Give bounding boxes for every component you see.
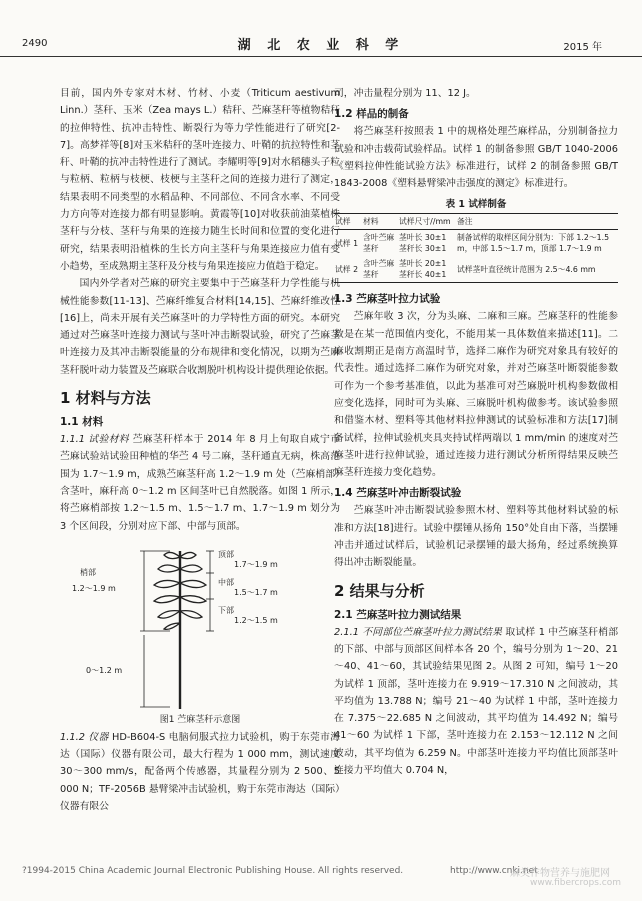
table-row xyxy=(334,230,618,257)
table-header-material: 材料 xyxy=(362,214,398,230)
table-header-dims: 试样尺寸//mm xyxy=(398,214,456,230)
section-1-1-1-label: 1.1.1 试验材料 xyxy=(60,434,130,446)
section-1-3-heading: 1.3 苎麻茎叶拉力试验 xyxy=(334,293,441,306)
left-column xyxy=(60,85,340,815)
section-2-1-1-text: 取试样 1 中苎麻茎秆梢部的下部、中部与顶部区间样本各 20 个，编号分别为 1～20、21～40、41～60，其试验结果见图 2。从图 2 可知，编号 1～20 为试样 1 顶部，茎叶连接力在 9.919～17.310 N 之间波动，其平均值为 13.788 N；编号 21～40 为试样 1 中部，茎叶连接力在 7.375～22.685 N 之间波动，其平均值为 14.492 N；编号 41～60 为试样 1 下部，茎叶连接力在 2.153～12.112 N 之间波动，其平均值为 6.259 N。中部茎叶连接力平均值比顶部茎叶连接力平均值大 0.704 N， xyxy=(334,626,618,777)
figure-tip-range: 1.2～1.9 m xyxy=(72,583,116,593)
journal-year: 2015 年 xyxy=(563,42,602,53)
table-cell-id: 试样 1 xyxy=(335,238,359,248)
table-cell-id: 试样 2 xyxy=(334,256,362,283)
figure-low-range: 1.2～1.5 m xyxy=(234,615,278,625)
section-1-2-text: 将苎麻茎秆按照表 1 中的规格处理苎麻样品，分别制备拉力试验和冲击载荷试验样品。试样 1 的制备参照 GB/T 1040-2006《塑料拉伸性能试验方法》标准进行，试样 2 的制备参照 GB/T 1843-2008《塑料悬臂梁冲击强度的测定》标准进行。 xyxy=(334,126,618,190)
page-header xyxy=(0,30,642,57)
table-cell-note: 制备试样的取样区间分别为：下部 1.2～1.5 m，中部 1.5～1.7 m，顶部 1.7～1.9 m xyxy=(457,233,610,254)
table-cell-dim: 茎叶长 30±1 xyxy=(399,233,447,243)
table-header-note: 备注 xyxy=(456,214,618,230)
table-cell-material: 含叶苎麻茎秆 xyxy=(363,233,395,254)
section-1-4-heading: 1.4 苎麻茎叶冲击断裂试验 xyxy=(334,487,462,500)
table-cell-material: 含叶苎麻茎秆 xyxy=(362,256,398,283)
figure-tip-label: 梢部 xyxy=(80,567,96,577)
figure-mid-label: 中部 xyxy=(218,577,234,587)
table-cell-dim: 茎秆长 40±1 xyxy=(399,270,447,280)
journal-title: 湖 北 农 业 科 学 xyxy=(237,38,405,53)
section-1-1-2-text: HD-B604-S 电脑伺服式拉力试验机，购于东莞市海达（国际）仪器有限公司，最大行程为 1 000 mm，测试速度 30～300 mm/s，配备两个传感器，其量程分别为 2 500、5 000 N；TF-2056B 悬臂梁冲击试验机，购于东莞市海达（国际）仪器有限公 xyxy=(60,731,340,813)
footer-site-link[interactable]: http://www.cnki.net xyxy=(450,866,538,876)
table-1 xyxy=(334,213,618,283)
section-2-1-heading: 2.1 苎麻茎叶拉力测试结果 xyxy=(334,608,462,621)
figure-top-label: 顶部 xyxy=(218,549,234,559)
table-row xyxy=(334,256,618,283)
ramie-stalk-diagram xyxy=(60,537,340,712)
table-header-id: 试样 xyxy=(334,214,362,230)
section-1-4-text: 苎麻茎叶冲击断裂试验参照木材、塑料等其他材料试验的标准和方法[18]进行。试验中摆锤从扬角 150°处自由下落，当摆锤冲击并通过试样后，试验机记录摆锤的最大扬角，经过系统换算得出冲击断裂能量。 xyxy=(334,505,618,569)
right-column xyxy=(334,85,618,779)
section-2-heading: 2 结果与分析 xyxy=(334,581,425,600)
section-1-heading: 1 材料与方法 xyxy=(60,389,151,408)
intro-paragraph-1: 目前，国内外专家对木材、竹材、小麦（Triticum aestivum Linn.）茎秆、玉米（Zea mays L.）秸秆、苎麻茎秆等植物秸秆的拉伸特性、抗冲击特性、断裂行为等力学性能进行了研究[2-7]。高梦祥等[8]对玉米秸秆的茎叶连接力、叶鞘的抗拉特性和茎秆、叶鞘的抗冲击特性进行了测试。李耀明等[9]对水稻穗头子粒与粒柄、粒柄与枝梗、枝梗与主茎秆之间的连接力进行了测定，结果表明不同类型的水稻品种、不同部位、不同含水率、不同受力方向等对连接力都有明显影响。黄霞等[10]对收获前油菜植株茎秆与分枝、茎秆与角果的连接力随生长时间和位置的变化进行研究，结果表明沿植株的生长方向主茎秆与角果连接应力值有变小趋势，至成熟期主茎秆及分枝与角果连接应力值趋于稳定。 xyxy=(60,88,340,272)
figure-mid-range: 1.5～1.7 m xyxy=(234,587,278,597)
section-1-1-heading: 1.1 材料 xyxy=(60,416,104,429)
continued-text: 司，冲击量程分别为 11、12 J。 xyxy=(334,88,476,99)
watermark-text: 麻类作物营养与施肥网 xyxy=(510,868,610,879)
table-cell-note: 试样茎叶直径统计范围为 2.5～4.6 mm xyxy=(456,256,618,283)
copyright-notice: ?1994-2015 China Academic Journal Electronic Publishing House. All rights reserved. xyxy=(22,866,404,876)
watermark-url: www.fibercrops.com xyxy=(530,878,621,888)
figure-top-range: 1.7～1.9 m xyxy=(234,559,278,569)
section-1-1-2-label: 1.1.2 仪器 xyxy=(60,731,109,743)
figure-1 xyxy=(60,537,340,712)
figure-1-caption: 图1 苎麻茎秆示意图 xyxy=(159,714,241,725)
page-number: 2490 xyxy=(22,38,48,49)
section-1-1-1-text: 苎麻茎秆样本于 2014 年 8 月上旬取自咸宁市苎麻试验站试验田种植的华苎 4 号二麻，茎秆通直无病，株高范围为 1.7～1.9 m，成熟苎麻茎秆高 1.2～1.9 m 处（苎麻梢部）含茎叶，麻秆高 0～1.2 m 区间茎叶已自然脱落。如图 1 所示，将苎麻梢部按 1.2～1.5 m、1.5～1.7 m、1.7～1.9 m 划分为 3 个区间段，分别对应下部、中部与顶部。 xyxy=(60,434,341,532)
figure-low-label: 下部 xyxy=(218,605,234,615)
section-1-3-text: 苎麻年收 3 次，分为头麻、二麻和三麻。苎麻茎秆的性能参数是在某一范围值内变化，不能用某一具体数值来描述[11]。二麻收割期正是南方高温时节，选择二麻作为研究对象具有较好的代表性。通过选择二麻作为研究对象，并对苎麻茎叶断裂能参数可作为一个参考基准值，以此为基准可对苎麻脱叶机构参数做相应变化选择，同时可为头麻、三麻脱叶机构做参考。该试验参照和借鉴木材、塑料等其他材料拉伸测试的试验标准和方法[17]制备试样，拉伸试验机夹具夹持试样两端以 1 mm/min 的速度对苎麻茎叶进行拉伸试验，通过连接力进行测试分析所得结果反映苎麻茎秆连接力变化趋势。 xyxy=(334,311,618,479)
table-cell-dim: 茎叶长 20±1 xyxy=(399,259,447,269)
figure-base-range: 0～1.2 m xyxy=(86,665,123,675)
intro-paragraph-2: 国内外学者对苎麻的研究主要集中于苎麻茎秆力学性能与机械性能参数[11-13]、苎麻纤维复合材料[14,15]、苎麻纤维改性[16]上，尚未开展有关苎麻茎叶的力学特性方面的研究。本研究通过对苎麻茎叶连接力测试与茎叶冲击断裂试验，研究了苎麻茎叶连接力及其冲击断裂能量的分布规律和变化情况，以期为苎麻茎秆脱叶动力装置及苎麻联合收割脱叶机构设计提供理论依据。 xyxy=(60,278,340,376)
table-cell-dim: 茎秆长 30±1 xyxy=(399,244,447,254)
table-1-caption: 表 1 试样制备 xyxy=(445,199,507,211)
section-2-1-1-label: 2.1.1 不同部位苎麻茎叶拉力测试结果 xyxy=(334,626,503,638)
section-1-2-heading: 1.2 样品的制备 xyxy=(334,108,409,121)
